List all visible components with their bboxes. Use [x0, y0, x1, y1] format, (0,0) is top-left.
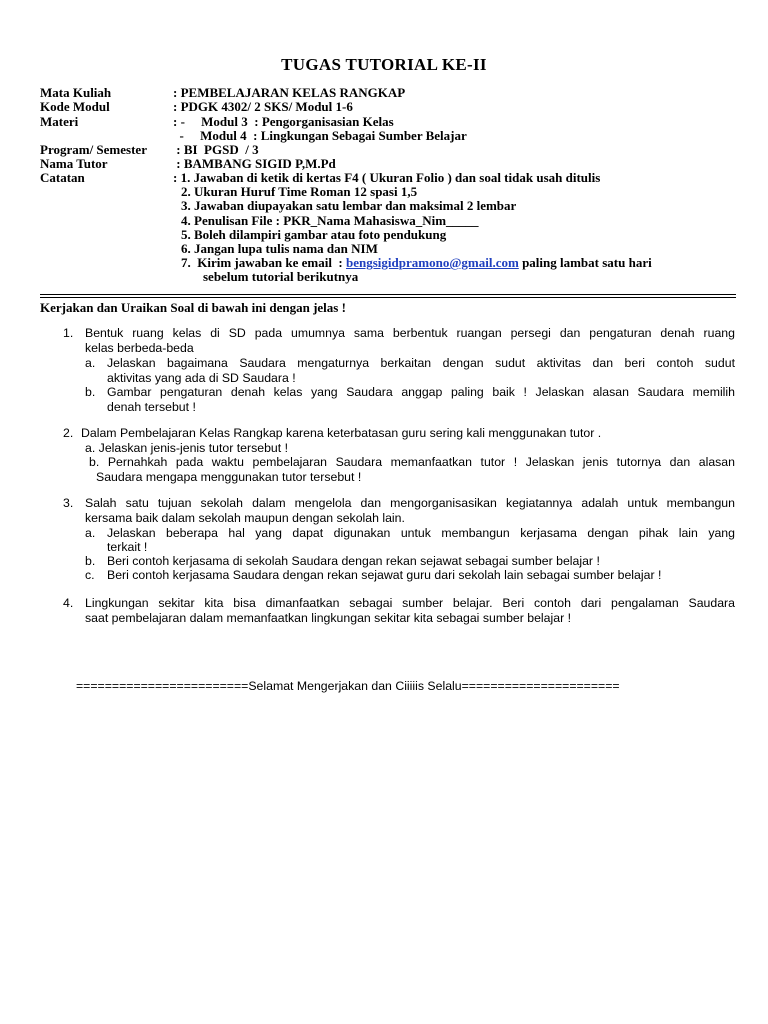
course-info	[40, 86, 740, 172]
meta-row-mata-kuliah	[40, 86, 740, 100]
meta-label: Nama Tutor	[40, 156, 108, 172]
question-number: 2.	[63, 426, 74, 440]
note-text	[181, 256, 652, 270]
sub-question-text: Jelaskan beberapa hal yang dapat digunakan untuk membangun kerjasama dengan pihak lain yang	[107, 526, 735, 540]
sub-question-text: aktivitas yang ada di SD Saudara !	[107, 371, 296, 385]
note-text: : 1. Jawaban di ketik di kertas F4 ( Ukuran Folio ) dan soal tidak usah ditulis	[173, 170, 601, 185]
note-email-suffix: paling lambat satu hari	[518, 255, 652, 271]
question-number: 3.	[63, 496, 74, 510]
question-text: Lingkungan sekitar kita bisa dimanfaatkan sebagai sumber belajar. Beri contoh dari pengalaman Saudara	[85, 596, 735, 610]
page-title: TUGAS TUTORIAL KE-II	[281, 55, 487, 74]
sub-question-text: Gambar pengaturan denah kelas yang Saudara anggap paling baik ! Jelaskan alasan Saudara memilih	[107, 385, 735, 399]
sub-question-text: terkait !	[107, 540, 148, 554]
meta-row-kode-modul	[40, 100, 740, 114]
meta-value: : PEMBELAJARAN KELAS RANGKAP	[173, 85, 406, 100]
meta-label: Materi	[40, 113, 79, 129]
sub-question-text: Saudara mengapa menggunakan tutor tersebut !	[96, 470, 362, 484]
meta-value: : BAMBANG SIGID P,M.Pd	[173, 156, 336, 172]
question-text: Dalam Pembelajaran Kelas Rangkap karena keterbatasan guru sering kali menggunakan tutor .	[81, 426, 602, 440]
sub-question-text: a. Jelaskan jenis-jenis tutor tersebut !	[85, 441, 289, 455]
sub-question-text: b. Pernahkah pada waktu pembelajaran Saudara memanfaatkan tutor ! Jelaskan jenis tutornya dan alasan	[89, 455, 735, 469]
sub-question-text: Beri contoh kerjasama Saudara dengan rekan sejawat guru dari sekolah lain sebagai sumber belajar !	[107, 568, 662, 582]
meta-value: - Modul 4 : Lingkungan Sebagai Sumber Belajar	[173, 127, 467, 143]
meta-label: Kode Modul	[40, 99, 110, 115]
meta-label: Mata Kuliah	[40, 85, 112, 100]
note-text: 4. Penulisan File : PKR_Nama Mahasiswa_Nim_____	[181, 212, 479, 228]
email-link[interactable]: bengsigidpramono@gmail.com	[346, 255, 519, 271]
note-item-7	[40, 256, 750, 270]
sub-label: a.	[85, 526, 96, 540]
meta-value: : BI PGSD / 3	[173, 142, 259, 158]
note-item-6	[40, 242, 750, 256]
note-email-prefix: 7. Kirim jawaban ke email :	[181, 255, 347, 271]
note-item-1	[40, 171, 750, 185]
notes-label: Catatan	[40, 170, 85, 185]
sub-question-text: Beri contoh kerjasama di sekolah Saudara dengan rekan sejawat sebagai sumber belajar !	[107, 554, 600, 568]
note-text: 3. Jawaban diupayakan satu lembar dan maksimal 2 lembar	[181, 198, 517, 214]
sub-label: b.	[85, 554, 96, 568]
question-number: 4.	[63, 596, 74, 610]
instructions: Kerjakan dan Uraikan Soal di bawah ini dengan jelas !	[40, 300, 346, 315]
meta-row-program	[40, 143, 740, 157]
meta-value: : PDGK 4302/ 2 SKS/ Modul 1-6	[173, 99, 353, 115]
closing-message: ========================Selamat Mengerjakan dan Ciiiiis Selalu======================	[76, 679, 620, 693]
note-text: 2. Ukuran Huruf Time Roman 12 spasi 1,5	[181, 184, 418, 200]
sub-label: b.	[85, 385, 96, 399]
sub-question-text: denah tersebut !	[107, 400, 196, 414]
meta-row-materi	[40, 115, 740, 129]
note-item-7-continued	[40, 270, 750, 284]
question-number: 1.	[63, 326, 74, 340]
meta-label: Program/ Semester	[40, 142, 147, 158]
divider	[40, 294, 736, 295]
note-item-5	[40, 228, 750, 242]
question-text: kelas berbeda-beda	[85, 341, 194, 355]
note-text: 5. Boleh dilampiri gambar atau foto pendukung	[181, 226, 447, 242]
meta-value: : - Modul 3 : Pengorganisasian Kelas	[173, 113, 394, 129]
question-text: saat pembelajaran dalam memanfaatkan lingkungan sekitar kita sebagai sumber belajar !	[85, 611, 572, 625]
notes-list	[40, 171, 750, 285]
meta-row-materi-2	[40, 129, 740, 143]
note-item-3	[40, 199, 750, 213]
note-text: 6. Jangan lupa tulis nama dan NIM	[181, 240, 378, 256]
divider	[40, 297, 736, 298]
sub-label: c.	[85, 568, 95, 582]
question-text: Salah satu tujuan sekolah dalam mengelola dan mengorganisasikan kegiatannya adalah untuk membangun	[85, 496, 735, 510]
question-text: kersama baik dalam sekolah maupun dengan sekolah lain.	[85, 511, 405, 525]
sub-question-text: Jelaskan bagaimana Saudara mengaturnya berkaitan dengan sudut aktivitas dan beri contoh sudut	[107, 356, 735, 370]
question-text: Bentuk ruang kelas di SD pada umumnya sama berbentuk ruangan persegi dan pengaturan denah ruang	[85, 326, 735, 340]
note-text: sebelum tutorial berikutnya	[203, 269, 359, 285]
note-item-4	[40, 214, 750, 228]
note-item-2	[40, 185, 750, 199]
sub-label: a.	[85, 356, 96, 370]
